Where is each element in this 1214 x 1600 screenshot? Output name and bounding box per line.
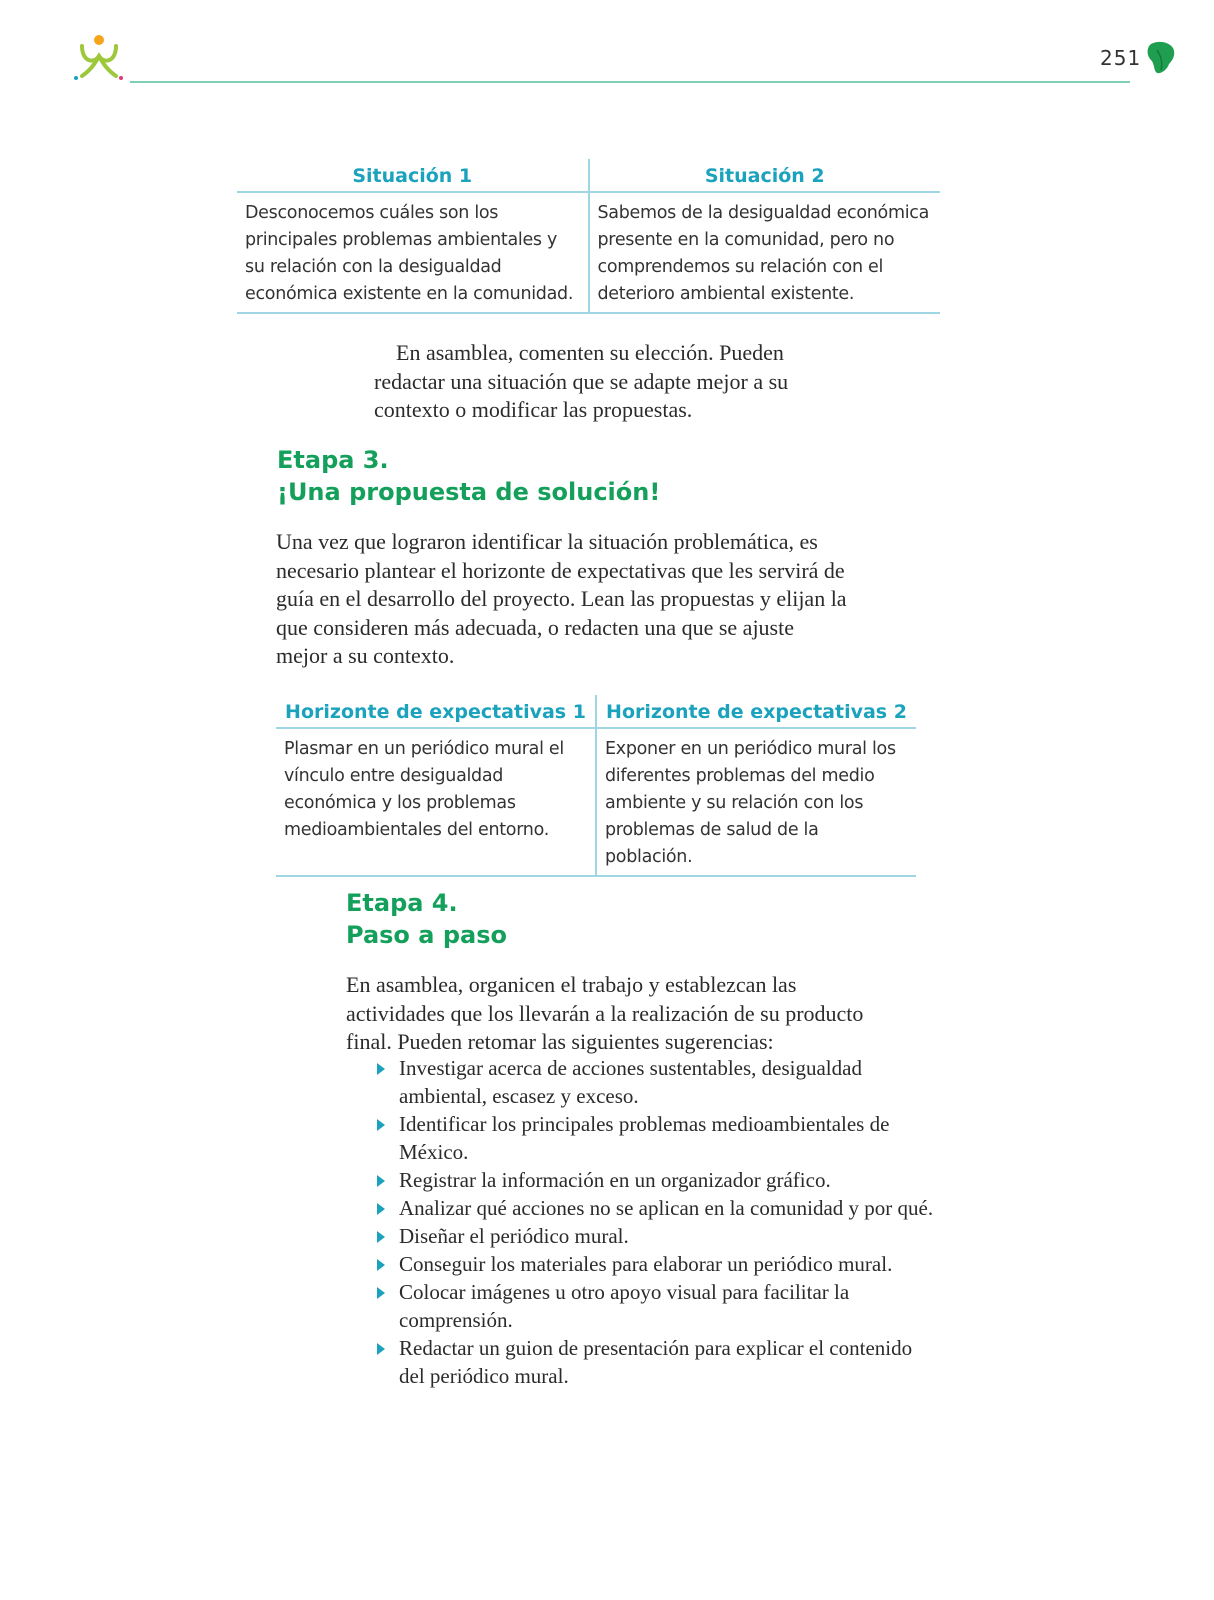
list-item	[375, 1250, 935, 1278]
table-cell: Exponer en un periódico mural los diferentes problemas del medio ambiente y su relación con los problemas de salud de la población.	[596, 728, 916, 876]
table-cell: Desconocemos cuáles son los principales problemas ambientales y su relación con la desigualdad económica existente en la comunidad.	[237, 192, 589, 313]
green-leaf-icon	[1145, 40, 1177, 76]
list-item-text: Identificar los principales problemas medioambientales de México.	[399, 1112, 890, 1164]
list-item-text: Redactar un guion de presentación para explicar el contenido del periódico mural.	[399, 1336, 913, 1388]
list-item	[375, 1278, 935, 1334]
etapa-3-heading	[277, 444, 660, 508]
etapa-3-paragraph: Una vez que lograron identificar la situación problemática, es necesario plantear el horizonte de expectativas que les servirá de guía en el desarrollo del proyecto. Lean las propuestas y elijan la que consideren más adecuada, o redacten una que se ajuste mejor a su contexto.	[276, 529, 847, 668]
table-cell: Sabemos de la desigualdad económica presente en la comunidad, pero no comprendemos su relación con el deterioro ambiental existente.	[589, 192, 941, 313]
list-item-text: Investigar acerca de acciones sustentables, desigualdad ambiental, escasez y exceso.	[399, 1056, 862, 1108]
list-item	[375, 1334, 935, 1390]
list-item-text: Conseguir los materiales para elaborar un periódico mural.	[399, 1252, 893, 1276]
etapa-4-title: Paso a paso	[346, 921, 507, 949]
suggestions-list	[375, 1054, 935, 1390]
list-item	[375, 1194, 935, 1222]
person-figure-logo-icon	[72, 32, 128, 84]
header-rule	[130, 81, 1130, 83]
triangle-bullet-icon	[377, 1063, 385, 1075]
etapa-4-number: Etapa 4.	[346, 889, 458, 917]
etapa-4-paragraph: En asamblea, organicen el trabajo y establezcan las actividades que los llevarán a la realización de su producto final. Pueden retomar las siguientes sugerencias:	[346, 972, 864, 1054]
triangle-bullet-icon	[377, 1119, 385, 1131]
list-item	[375, 1110, 935, 1166]
table-header: Horizonte de expectativas 2	[596, 695, 916, 728]
etapa-3-number: Etapa 3.	[277, 446, 389, 474]
assembly-paragraph: En asamblea, comenten su elección. Pueden redactar una situación que se adapte mejor a su contexto o modificar las propuestas.	[374, 340, 789, 422]
triangle-bullet-icon	[377, 1175, 385, 1187]
table-header: Situación 2	[589, 159, 941, 192]
list-item	[375, 1222, 935, 1250]
table-cell: Plasmar en un periódico mural el vínculo entre desigualdad económica y los problemas medioambientales del entorno.	[276, 728, 596, 876]
list-item-text: Registrar la información en un organizador gráfico.	[399, 1168, 831, 1192]
triangle-bullet-icon	[377, 1287, 385, 1299]
situaciones-table	[237, 159, 940, 314]
triangle-bullet-icon	[377, 1203, 385, 1215]
horizonte-table	[276, 695, 916, 877]
triangle-bullet-icon	[377, 1343, 385, 1355]
triangle-bullet-icon	[377, 1259, 385, 1271]
triangle-bullet-icon	[377, 1231, 385, 1243]
list-item	[375, 1166, 935, 1194]
etapa-3-title: ¡Una propuesta de solución!	[277, 478, 661, 506]
list-item-text: Analizar qué acciones no se aplican en la comunidad y por qué.	[399, 1196, 934, 1220]
list-item-text: Diseñar el periódico mural.	[399, 1224, 629, 1248]
list-item	[375, 1054, 935, 1110]
etapa-4-heading	[346, 887, 507, 951]
table-header: Situación 1	[237, 159, 589, 192]
list-item-text: Colocar imágenes u otro apoyo visual para facilitar la comprensión.	[399, 1280, 850, 1332]
page-number: 251	[1100, 46, 1142, 70]
table-header: Horizonte de expectativas 1	[276, 695, 596, 728]
